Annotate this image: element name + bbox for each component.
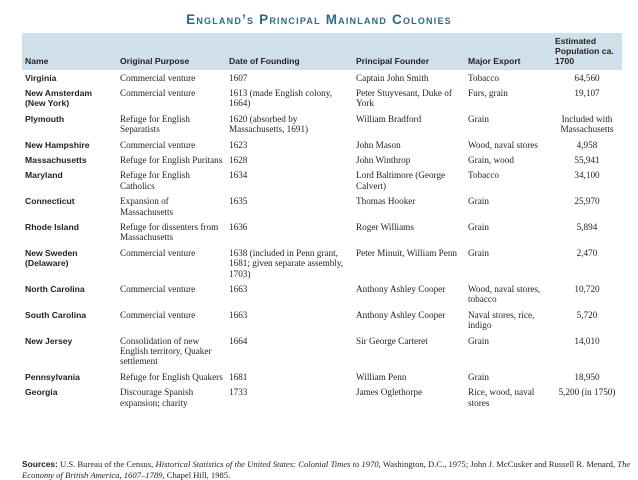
cell-name: Pennsylvania [25, 371, 80, 382]
cell-population: 5,894 [576, 221, 598, 232]
cell-founder: Lord Baltimore (George Calvert) [356, 170, 446, 191]
cell-founder: Peter Minuit, William Penn [356, 247, 458, 258]
cell-purpose: Refuge for English Puritans [120, 154, 223, 165]
cell-date: 1681 [229, 371, 248, 382]
cell-date: 1664 [229, 335, 248, 346]
cell-purpose: Consolidation of new English territory, Quaker settlement [120, 335, 212, 367]
cell-export: Grain [468, 196, 489, 207]
cell-date: 1623 [229, 139, 248, 150]
cell-name: Georgia [25, 387, 58, 398]
cell-name: Rhode Island [25, 221, 79, 232]
cell-purpose: Expansion of Massachusetts [120, 196, 174, 217]
cell-purpose: Commercial venture [120, 247, 196, 258]
cell-founder: John Winthrop [356, 154, 411, 165]
cell-name: New Jersey [25, 335, 73, 346]
cell-population: 10,720 [574, 283, 600, 294]
cell-population: 4,958 [576, 139, 598, 150]
cell-purpose: Refuge for English Quakers [120, 371, 223, 382]
cell-date: 1638 (included in Penn grant, 1681; given separate assembly, 1703) [229, 247, 344, 279]
sources-note [22, 459, 632, 480]
cell-name: Plymouth [25, 113, 65, 124]
cell-name: South Carolina [25, 309, 87, 320]
cell-population: 19,107 [574, 87, 600, 98]
cell-export: Tobacco [468, 170, 499, 181]
cell-export: Naval stores, rice, indigo [468, 309, 535, 331]
cell-export: Grain [468, 221, 489, 232]
table-row [22, 219, 622, 245]
cell-founder: Roger Williams [356, 221, 414, 232]
cell-founder: Sir George Carteret [356, 335, 428, 346]
cell-population: 64,560 [574, 72, 600, 83]
cell-population: 55,941 [574, 154, 600, 165]
cell-founder: Captain John Smith [356, 72, 429, 83]
cell-purpose: Commercial venture [120, 309, 196, 320]
table-row [22, 70, 622, 85]
cell-population: Included with Massachusetts [560, 113, 614, 135]
sources-text-1: U.S. Bureau of the Census, [60, 459, 154, 469]
cell-population: 34,100 [574, 170, 600, 181]
cell-date: 1636 [229, 221, 248, 232]
cell-population: 5,720 [576, 309, 598, 320]
cell-export: Furs, grain [468, 87, 508, 98]
cell-date: 1663 [229, 283, 248, 294]
cell-date: 1628 [229, 154, 248, 165]
cell-founder: John Mason [356, 139, 401, 150]
cell-date: 1635 [229, 196, 248, 207]
colonies-table-container [22, 33, 622, 410]
cell-export: Tobacco [468, 72, 499, 83]
cell-date: 1634 [229, 170, 248, 181]
cell-population: 14,010 [574, 335, 600, 346]
cell-purpose: Commercial venture [120, 283, 196, 294]
cell-export: Grain [468, 113, 489, 124]
cell-export: Grain [468, 371, 489, 382]
table-row [22, 281, 622, 307]
cell-population: 2,470 [576, 247, 598, 258]
colonies-table [22, 33, 622, 410]
cell-population: 25,970 [574, 196, 600, 207]
cell-export: Rice, wood, naval stores [468, 387, 535, 408]
cell-export: Wood, naval stores, tobacco [468, 283, 541, 305]
page-title: England’s Principal Mainland Colonies [186, 12, 452, 27]
table-row [22, 111, 622, 137]
cell-name: New Hampshire [25, 139, 90, 150]
cell-population: 5,200 (in 1750) [558, 387, 616, 398]
cell-purpose: Commercial venture [120, 87, 196, 98]
cell-export: Wood, naval stores [468, 139, 538, 150]
cell-date: 1663 [229, 309, 248, 320]
table-row [22, 385, 622, 411]
column-header-name: Name [25, 56, 49, 66]
cell-name: Maryland [25, 170, 63, 181]
cell-population: 18,950 [574, 371, 600, 382]
cell-export: Grain [468, 247, 489, 258]
table-row [22, 245, 622, 281]
cell-founder: William Bradford [356, 113, 422, 124]
cell-name: New Amsterdam (New York) [25, 87, 93, 109]
cell-name: Massachusetts [25, 154, 87, 165]
cell-name: Virginia [25, 72, 57, 83]
table-header [22, 33, 622, 70]
cell-name: New Sweden (Delaware) [25, 247, 78, 269]
cell-export: Grain [468, 335, 489, 346]
table-row [22, 85, 622, 111]
cell-founder: Peter Stuyvesant, Duke of York [356, 87, 452, 109]
table-row [22, 333, 622, 369]
sources-label: Sources: [22, 459, 58, 469]
cell-founder: Thomas Hooker [356, 196, 416, 207]
cell-purpose: Refuge for dissenters from Massachusetts [120, 221, 219, 243]
sources-title-2: The Economy of British America, 1607–1789, [22, 459, 631, 480]
cell-purpose: Refuge for English Catholics [120, 170, 190, 191]
table-row [22, 194, 622, 220]
column-header-founder: Principal Founder [356, 56, 430, 66]
cell-founder: Anthony Ashley Cooper [356, 283, 446, 294]
sources-text-3: Chapel Hill, 1985. [166, 469, 231, 480]
cell-founder: William Penn [356, 371, 407, 382]
table-body [22, 70, 622, 410]
column-header-date: Date of Founding [229, 56, 300, 66]
cell-purpose: Discourage Spanish expansion; charity [120, 387, 194, 408]
column-header-export: Major Export [468, 56, 521, 66]
cell-date: 1607 [229, 72, 248, 83]
cell-founder: James Oglethorpe [356, 387, 423, 398]
cell-founder: Anthony Ashley Cooper [356, 309, 446, 320]
cell-name: Connecticut [25, 196, 75, 207]
column-header-purpose: Original Purpose [120, 56, 190, 66]
cell-date: 1613 (made English colony, 1664) [229, 87, 332, 109]
sources-text-2: Washington, D.C., 1975; John J. McCusker and Russell R. Menard, [382, 459, 616, 469]
cell-purpose: Refuge for English Separatists [120, 113, 190, 135]
table-row [22, 137, 622, 152]
table-row [22, 152, 622, 167]
cell-export: Grain, wood [468, 154, 514, 165]
table-row [22, 168, 622, 194]
sources-title-1: Historical Statistics of the United States: Colonial Times to 1970, [155, 459, 381, 469]
table-row [22, 307, 622, 333]
cell-name: North Carolina [25, 283, 85, 294]
cell-purpose: Commercial venture [120, 139, 196, 150]
header-row [22, 33, 622, 70]
cell-date: 1620 (absorbed by Massachusetts, 1691) [229, 113, 309, 135]
table-row [22, 369, 622, 384]
cell-date: 1733 [229, 387, 248, 398]
cell-purpose: Commercial venture [120, 72, 196, 83]
column-header-population: Estimated Population ca. 1700 [555, 36, 614, 66]
